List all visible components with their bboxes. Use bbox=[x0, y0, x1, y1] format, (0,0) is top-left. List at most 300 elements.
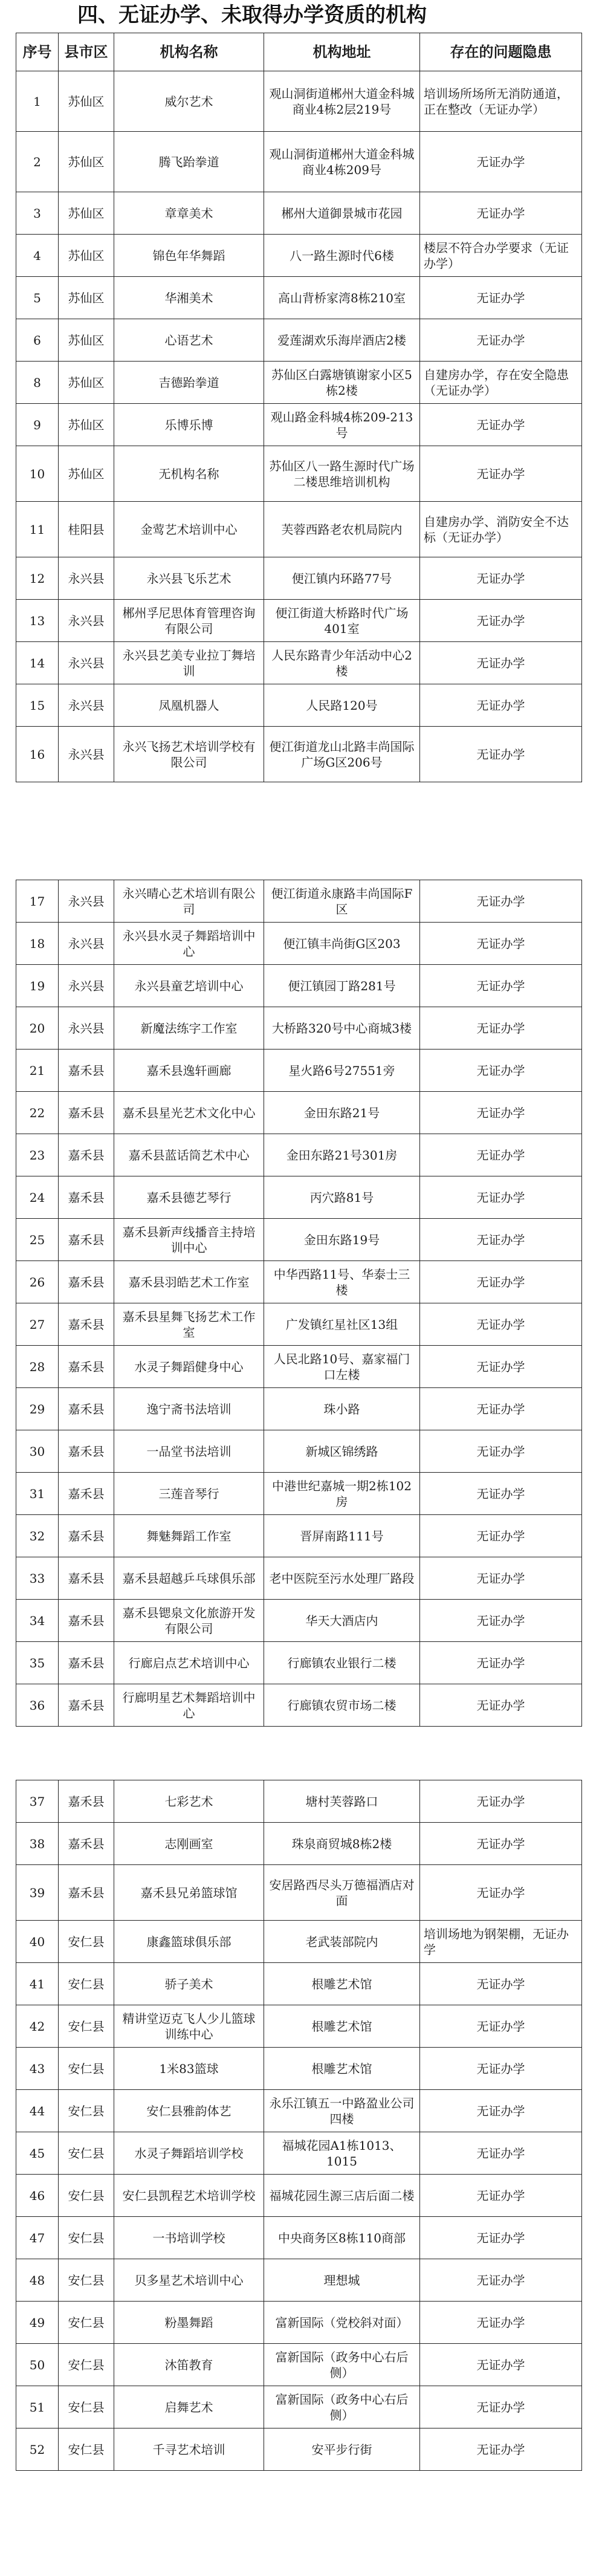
county-cell: 嘉禾县 bbox=[59, 1261, 114, 1303]
name-cell: 嘉禾县兄弟篮球馆 bbox=[114, 1865, 264, 1921]
county-cell: 苏仙区 bbox=[59, 319, 114, 362]
serial-cell: 22 bbox=[16, 1092, 59, 1134]
serial-cell: 37 bbox=[16, 1780, 59, 1823]
name-cell: 新魔法练字工作室 bbox=[114, 1007, 264, 1050]
county-cell: 安仁县 bbox=[59, 2175, 114, 2217]
address-cell: 根雕艺术馆 bbox=[264, 2005, 420, 2048]
address-cell: 富新国际（党校斜对面） bbox=[264, 2302, 420, 2344]
issue-cell: 无证办学 bbox=[420, 684, 582, 727]
serial-cell: 49 bbox=[16, 2302, 59, 2344]
address-cell: 新城区锦绣路 bbox=[264, 1430, 420, 1473]
name-cell: 一书培训学校 bbox=[114, 2217, 264, 2259]
name-cell: 启舞艺术 bbox=[114, 2386, 264, 2428]
address-cell: 金田东路21号 bbox=[264, 1092, 420, 1134]
table-row bbox=[16, 1600, 582, 1642]
address-cell: 星火路6号27551旁 bbox=[264, 1050, 420, 1092]
table-row bbox=[16, 192, 582, 235]
issue-cell: 无证办学 bbox=[420, 2132, 582, 2175]
serial-cell: 50 bbox=[16, 2344, 59, 2386]
table-row bbox=[16, 1007, 582, 1050]
name-cell: 永兴县艺美专业拉丁舞培训 bbox=[114, 642, 264, 684]
county-cell: 永兴县 bbox=[59, 642, 114, 684]
address-cell: 中港世纪嘉城一期2栋102房 bbox=[264, 1473, 420, 1515]
institution-table-part-2 bbox=[16, 880, 582, 1727]
table-row bbox=[16, 880, 582, 923]
table-row bbox=[16, 2175, 582, 2217]
name-cell: 志刚画室 bbox=[114, 1823, 264, 1865]
issue-cell: 无证办学 bbox=[420, 1050, 582, 1092]
name-cell: 永兴飞扬艺术培训学校有限公司 bbox=[114, 727, 264, 782]
serial-cell: 8 bbox=[16, 362, 59, 404]
name-cell: 贝多星艺术培训中心 bbox=[114, 2259, 264, 2302]
county-cell: 嘉禾县 bbox=[59, 1684, 114, 1727]
county-cell: 永兴县 bbox=[59, 557, 114, 600]
issue-cell: 无证办学 bbox=[420, 2048, 582, 2090]
table-row bbox=[16, 1684, 582, 1727]
issue-cell: 无证办学 bbox=[420, 1473, 582, 1515]
address-cell: 安平步行街 bbox=[264, 2428, 420, 2471]
name-cell: 嘉禾县羽皓艺术工作室 bbox=[114, 1261, 264, 1303]
issue-cell: 楼层不符合办学要求（无证办学） bbox=[420, 235, 582, 277]
address-cell: 八一路生源时代6楼 bbox=[264, 235, 420, 277]
serial-cell: 43 bbox=[16, 2048, 59, 2090]
table-row bbox=[16, 1346, 582, 1388]
serial-cell: 3 bbox=[16, 192, 59, 235]
address-cell: 便江街道永康路丰尚国际F区 bbox=[264, 880, 420, 923]
issue-cell: 自建房办学，存在安全隐患（无证办学） bbox=[420, 362, 582, 404]
serial-cell: 4 bbox=[16, 235, 59, 277]
serial-cell: 13 bbox=[16, 600, 59, 642]
table-row bbox=[16, 2386, 582, 2428]
serial-cell: 23 bbox=[16, 1134, 59, 1176]
issue-cell: 无证办学 bbox=[420, 2217, 582, 2259]
issue-cell: 无证办学 bbox=[420, 557, 582, 600]
county-cell: 嘉禾县 bbox=[59, 1823, 114, 1865]
issue-cell: 无证办学 bbox=[420, 1007, 582, 1050]
serial-cell: 24 bbox=[16, 1176, 59, 1219]
table-row bbox=[16, 684, 582, 727]
address-cell: 行廊镇农贸市场二楼 bbox=[264, 1684, 420, 1727]
name-cell: 行廊明星艺术舞蹈培训中心 bbox=[114, 1684, 264, 1727]
county-cell: 永兴县 bbox=[59, 684, 114, 727]
serial-cell: 38 bbox=[16, 1823, 59, 1865]
address-cell: 富新国际（政务中心右后侧） bbox=[264, 2386, 420, 2428]
table-row bbox=[16, 2090, 582, 2132]
county-cell: 安仁县 bbox=[59, 2048, 114, 2090]
address-cell: 行廊镇农业银行二楼 bbox=[264, 1642, 420, 1684]
table-row bbox=[16, 2302, 582, 2344]
name-cell: 永兴县飞乐艺术 bbox=[114, 557, 264, 600]
name-cell: 骄子美术 bbox=[114, 1963, 264, 2005]
name-cell: 精讲堂迈克飞人少儿篮球训练中心 bbox=[114, 2005, 264, 2048]
county-cell: 安仁县 bbox=[59, 2005, 114, 2048]
county-cell: 苏仙区 bbox=[59, 192, 114, 235]
issue-cell: 无证办学 bbox=[420, 2428, 582, 2471]
table-row bbox=[16, 1176, 582, 1219]
serial-cell: 5 bbox=[16, 277, 59, 319]
table-row bbox=[16, 1303, 582, 1346]
address-cell: 中央商务区8栋110商部 bbox=[264, 2217, 420, 2259]
address-cell: 永乐江镇五一中路盈业公司四楼 bbox=[264, 2090, 420, 2132]
issue-cell: 无证办学 bbox=[420, 1963, 582, 2005]
header-address: 机构地址 bbox=[264, 33, 420, 71]
address-cell: 华天大酒店内 bbox=[264, 1600, 420, 1642]
serial-cell: 12 bbox=[16, 557, 59, 600]
name-cell: 锦色年华舞蹈 bbox=[114, 235, 264, 277]
serial-cell: 30 bbox=[16, 1430, 59, 1473]
name-cell: 嘉禾县蓝话筒艺术中心 bbox=[114, 1134, 264, 1176]
table-row bbox=[16, 2217, 582, 2259]
serial-cell: 16 bbox=[16, 727, 59, 782]
issue-cell: 无证办学 bbox=[420, 319, 582, 362]
name-cell: 威尔艺术 bbox=[114, 71, 264, 132]
address-cell: 金田东路21号301房 bbox=[264, 1134, 420, 1176]
serial-cell: 32 bbox=[16, 1515, 59, 1557]
issue-cell: 无证办学 bbox=[420, 277, 582, 319]
county-cell: 安仁县 bbox=[59, 2259, 114, 2302]
name-cell: 行廊启点艺术培训中心 bbox=[114, 1642, 264, 1684]
address-cell: 观山洞街道郴州大道金科城商业4栋2层219号 bbox=[264, 71, 420, 132]
table-row bbox=[16, 2132, 582, 2175]
serial-cell: 42 bbox=[16, 2005, 59, 2048]
name-cell: 嘉禾县星光艺术文化中心 bbox=[114, 1092, 264, 1134]
header-issue: 存在的问题隐患 bbox=[420, 33, 582, 71]
issue-cell: 无证办学 bbox=[420, 2005, 582, 2048]
header-name: 机构名称 bbox=[114, 33, 264, 71]
table-row bbox=[16, 1092, 582, 1134]
issue-cell: 无证办学 bbox=[420, 1684, 582, 1727]
table-row bbox=[16, 727, 582, 782]
table-row bbox=[16, 502, 582, 557]
table-row bbox=[16, 600, 582, 642]
issue-cell: 无证办学 bbox=[420, 1176, 582, 1219]
county-cell: 嘉禾县 bbox=[59, 1092, 114, 1134]
name-cell: 嘉禾县新声线播音主持培训中心 bbox=[114, 1219, 264, 1261]
serial-cell: 39 bbox=[16, 1865, 59, 1921]
county-cell: 永兴县 bbox=[59, 923, 114, 965]
serial-cell: 34 bbox=[16, 1600, 59, 1642]
issue-cell: 无证办学 bbox=[420, 2175, 582, 2217]
address-cell: 广发镇红星社区13组 bbox=[264, 1303, 420, 1346]
county-cell: 嘉禾县 bbox=[59, 1346, 114, 1388]
serial-cell: 17 bbox=[16, 880, 59, 923]
address-cell: 人民北路10号、嘉家福门口左楼 bbox=[264, 1346, 420, 1388]
serial-cell: 29 bbox=[16, 1388, 59, 1430]
issue-cell: 培训场所场所无消防通道，正在整改（无证办学） bbox=[420, 71, 582, 132]
county-cell: 安仁县 bbox=[59, 2090, 114, 2132]
address-cell: 便江镇丰尚街G区203 bbox=[264, 923, 420, 965]
name-cell: 安仁县凯程艺术培训学校 bbox=[114, 2175, 264, 2217]
issue-cell: 无证办学 bbox=[420, 2259, 582, 2302]
address-cell: 根雕艺术馆 bbox=[264, 1963, 420, 2005]
issue-cell: 无证办学 bbox=[420, 923, 582, 965]
county-cell: 安仁县 bbox=[59, 1963, 114, 2005]
name-cell: 粉墨舞蹈 bbox=[114, 2302, 264, 2344]
serial-cell: 27 bbox=[16, 1303, 59, 1346]
table-row bbox=[16, 1557, 582, 1600]
table-row bbox=[16, 446, 582, 502]
table-row bbox=[16, 71, 582, 132]
county-cell: 嘉禾县 bbox=[59, 1515, 114, 1557]
serial-cell: 19 bbox=[16, 965, 59, 1007]
county-cell: 苏仙区 bbox=[59, 235, 114, 277]
county-cell: 嘉禾县 bbox=[59, 1600, 114, 1642]
serial-cell: 41 bbox=[16, 1963, 59, 2005]
county-cell: 嘉禾县 bbox=[59, 1303, 114, 1346]
issue-cell: 无证办学 bbox=[420, 727, 582, 782]
table-row bbox=[16, 1642, 582, 1684]
serial-cell: 33 bbox=[16, 1557, 59, 1600]
county-cell: 嘉禾县 bbox=[59, 1134, 114, 1176]
table-row bbox=[16, 362, 582, 404]
address-cell: 观山洞街道郴州大道金科城商业4栋209号 bbox=[264, 132, 420, 192]
address-cell: 大桥路320号中心商城3楼 bbox=[264, 1007, 420, 1050]
county-cell: 嘉禾县 bbox=[59, 1176, 114, 1219]
issue-cell: 无证办学 bbox=[420, 880, 582, 923]
county-cell: 永兴县 bbox=[59, 965, 114, 1007]
address-cell: 富新国际（政务中心右后侧） bbox=[264, 2344, 420, 2386]
issue-cell: 无证办学 bbox=[420, 1642, 582, 1684]
county-cell: 嘉禾县 bbox=[59, 1473, 114, 1515]
serial-cell: 2 bbox=[16, 132, 59, 192]
table-row bbox=[16, 1515, 582, 1557]
county-cell: 永兴县 bbox=[59, 880, 114, 923]
table-row bbox=[16, 1261, 582, 1303]
address-cell: 爱莲湖欢乐海岸酒店2楼 bbox=[264, 319, 420, 362]
institution-table-part-1 bbox=[16, 33, 582, 782]
issue-cell: 无证办学 bbox=[420, 1346, 582, 1388]
county-cell: 苏仙区 bbox=[59, 362, 114, 404]
table-header-row bbox=[16, 33, 582, 71]
issue-cell: 无证办学 bbox=[420, 1303, 582, 1346]
name-cell: 心语艺术 bbox=[114, 319, 264, 362]
name-cell: 逸宁斋书法培训 bbox=[114, 1388, 264, 1430]
name-cell: 安仁县雅韵体艺 bbox=[114, 2090, 264, 2132]
table-row bbox=[16, 1473, 582, 1515]
county-cell: 嘉禾县 bbox=[59, 1388, 114, 1430]
serial-cell: 40 bbox=[16, 1921, 59, 1963]
address-cell: 便江街道龙山北路丰尚国际广场G区206号 bbox=[264, 727, 420, 782]
issue-cell: 自建房办学、消防安全不达标（无证办学） bbox=[420, 502, 582, 557]
address-cell: 郴州大道御景城市花园 bbox=[264, 192, 420, 235]
name-cell: 水灵子舞蹈健身中心 bbox=[114, 1346, 264, 1388]
name-cell: 水灵子舞蹈培训学校 bbox=[114, 2132, 264, 2175]
name-cell: 永兴晴心艺术培训有限公司 bbox=[114, 880, 264, 923]
issue-cell: 培训场地为钢架棚，无证办学 bbox=[420, 1921, 582, 1963]
table-row bbox=[16, 1963, 582, 2005]
issue-cell: 无证办学 bbox=[420, 1780, 582, 1823]
issue-cell: 无证办学 bbox=[420, 1219, 582, 1261]
header-county: 县市区 bbox=[59, 33, 114, 71]
county-cell: 安仁县 bbox=[59, 1921, 114, 1963]
name-cell: 永兴县水灵子舞蹈培训中心 bbox=[114, 923, 264, 965]
name-cell: 康鑫篮球俱乐部 bbox=[114, 1921, 264, 1963]
serial-cell: 25 bbox=[16, 1219, 59, 1261]
issue-cell: 无证办学 bbox=[420, 1557, 582, 1600]
name-cell: 沐笛教育 bbox=[114, 2344, 264, 2386]
address-cell: 中华西路11号、华泰士三楼 bbox=[264, 1261, 420, 1303]
table-row bbox=[16, 923, 582, 965]
county-cell: 桂阳县 bbox=[59, 502, 114, 557]
issue-cell: 无证办学 bbox=[420, 2344, 582, 2386]
serial-cell: 44 bbox=[16, 2090, 59, 2132]
county-cell: 永兴县 bbox=[59, 1007, 114, 1050]
address-cell: 珠小路 bbox=[264, 1388, 420, 1430]
serial-cell: 28 bbox=[16, 1346, 59, 1388]
serial-cell: 20 bbox=[16, 1007, 59, 1050]
name-cell: 1米83篮球 bbox=[114, 2048, 264, 2090]
institution-table-part-3 bbox=[16, 1780, 582, 2471]
address-cell: 老中医院至污水处理厂路段 bbox=[264, 1557, 420, 1600]
address-cell: 安居路西尽头万德福酒店对面 bbox=[264, 1865, 420, 1921]
name-cell: 嘉禾县星舞飞扬艺术工作室 bbox=[114, 1303, 264, 1346]
serial-cell: 21 bbox=[16, 1050, 59, 1092]
address-cell: 福城花园A1栋1013、1015 bbox=[264, 2132, 420, 2175]
serial-cell: 48 bbox=[16, 2259, 59, 2302]
table-row bbox=[16, 235, 582, 277]
serial-cell: 9 bbox=[16, 404, 59, 446]
county-cell: 安仁县 bbox=[59, 2132, 114, 2175]
name-cell: 凤凰机器人 bbox=[114, 684, 264, 727]
table-row bbox=[16, 2428, 582, 2471]
name-cell: 乐博乐博 bbox=[114, 404, 264, 446]
issue-cell: 无证办学 bbox=[420, 1823, 582, 1865]
name-cell: 无机构名称 bbox=[114, 446, 264, 502]
table-row bbox=[16, 1780, 582, 1823]
table-row bbox=[16, 1430, 582, 1473]
name-cell: 嘉禾县逸轩画廊 bbox=[114, 1050, 264, 1092]
serial-cell: 52 bbox=[16, 2428, 59, 2471]
county-cell: 嘉禾县 bbox=[59, 1430, 114, 1473]
issue-cell: 无证办学 bbox=[420, 1515, 582, 1557]
address-cell: 苏仙区白露塘镇谢家小区5栋2楼 bbox=[264, 362, 420, 404]
name-cell: 千寻艺术培训 bbox=[114, 2428, 264, 2471]
address-cell: 根雕艺术馆 bbox=[264, 2048, 420, 2090]
table-row bbox=[16, 1134, 582, 1176]
address-cell: 金田东路19号 bbox=[264, 1219, 420, 1261]
issue-cell: 无证办学 bbox=[420, 2302, 582, 2344]
county-cell: 永兴县 bbox=[59, 600, 114, 642]
address-cell: 观山路金科城4栋209-213号 bbox=[264, 404, 420, 446]
issue-cell: 无证办学 bbox=[420, 2090, 582, 2132]
serial-cell: 35 bbox=[16, 1642, 59, 1684]
address-cell: 便江街道大桥路时代广场401室 bbox=[264, 600, 420, 642]
table-row bbox=[16, 1823, 582, 1865]
address-cell: 高山背桥家湾8栋210室 bbox=[264, 277, 420, 319]
serial-cell: 45 bbox=[16, 2132, 59, 2175]
county-cell: 苏仙区 bbox=[59, 277, 114, 319]
name-cell: 腾飞跆拳道 bbox=[114, 132, 264, 192]
table-row bbox=[16, 404, 582, 446]
issue-cell: 无证办学 bbox=[420, 446, 582, 502]
issue-cell: 无证办学 bbox=[420, 1388, 582, 1430]
issue-cell: 无证办学 bbox=[420, 642, 582, 684]
issue-cell: 无证办学 bbox=[420, 2386, 582, 2428]
address-cell: 苏仙区八一路生源时代广场二楼思维培训机构 bbox=[264, 446, 420, 502]
name-cell: 华湘美术 bbox=[114, 277, 264, 319]
address-cell: 芙蓉西路老农机局院内 bbox=[264, 502, 420, 557]
page-title: 四、无证办学、未取得办学资质的机构 bbox=[77, 3, 427, 27]
serial-cell: 36 bbox=[16, 1684, 59, 1727]
name-cell: 永兴县童艺培训中心 bbox=[114, 965, 264, 1007]
table-row bbox=[16, 277, 582, 319]
table-row bbox=[16, 132, 582, 192]
address-cell: 晋屏南路111号 bbox=[264, 1515, 420, 1557]
name-cell: 七彩艺术 bbox=[114, 1780, 264, 1823]
table-row bbox=[16, 1865, 582, 1921]
serial-cell: 1 bbox=[16, 71, 59, 132]
county-cell: 嘉禾县 bbox=[59, 1050, 114, 1092]
issue-cell: 无证办学 bbox=[420, 192, 582, 235]
table-row bbox=[16, 1388, 582, 1430]
serial-cell: 15 bbox=[16, 684, 59, 727]
serial-cell: 47 bbox=[16, 2217, 59, 2259]
county-cell: 苏仙区 bbox=[59, 446, 114, 502]
table-row bbox=[16, 965, 582, 1007]
table-row bbox=[16, 642, 582, 684]
name-cell: 郴州孚尼思体育管理咨询有限公司 bbox=[114, 600, 264, 642]
county-cell: 苏仙区 bbox=[59, 132, 114, 192]
name-cell: 吉德跆拳道 bbox=[114, 362, 264, 404]
county-cell: 嘉禾县 bbox=[59, 1780, 114, 1823]
address-cell: 人民路120号 bbox=[264, 684, 420, 727]
serial-cell: 46 bbox=[16, 2175, 59, 2217]
issue-cell: 无证办学 bbox=[420, 1600, 582, 1642]
county-cell: 苏仙区 bbox=[59, 71, 114, 132]
county-cell: 安仁县 bbox=[59, 2302, 114, 2344]
address-cell: 福城花园生源三店后面二楼 bbox=[264, 2175, 420, 2217]
name-cell: 嘉禾县超越乒乓球俱乐部 bbox=[114, 1557, 264, 1600]
issue-cell: 无证办学 bbox=[420, 132, 582, 192]
issue-cell: 无证办学 bbox=[420, 965, 582, 1007]
issue-cell: 无证办学 bbox=[420, 404, 582, 446]
address-cell: 人民东路青少年活动中心2楼 bbox=[264, 642, 420, 684]
table-row bbox=[16, 1050, 582, 1092]
county-cell: 永兴县 bbox=[59, 727, 114, 782]
county-cell: 嘉禾县 bbox=[59, 1865, 114, 1921]
name-cell: 嘉禾县德艺琴行 bbox=[114, 1176, 264, 1219]
county-cell: 安仁县 bbox=[59, 2217, 114, 2259]
header-serial: 序号 bbox=[16, 33, 59, 71]
county-cell: 苏仙区 bbox=[59, 404, 114, 446]
address-cell: 便江镇园丁路281号 bbox=[264, 965, 420, 1007]
table-row bbox=[16, 2259, 582, 2302]
name-cell: 嘉禾县锶泉文化旅游开发有限公司 bbox=[114, 1600, 264, 1642]
address-cell: 塘村芙蓉路口 bbox=[264, 1780, 420, 1823]
serial-cell: 6 bbox=[16, 319, 59, 362]
address-cell: 理想城 bbox=[264, 2259, 420, 2302]
county-cell: 安仁县 bbox=[59, 2428, 114, 2471]
county-cell: 安仁县 bbox=[59, 2386, 114, 2428]
name-cell: 金莺艺术培训中心 bbox=[114, 502, 264, 557]
name-cell: 一品堂书法培训 bbox=[114, 1430, 264, 1473]
table-row bbox=[16, 1219, 582, 1261]
serial-cell: 51 bbox=[16, 2386, 59, 2428]
county-cell: 嘉禾县 bbox=[59, 1642, 114, 1684]
serial-cell: 31 bbox=[16, 1473, 59, 1515]
address-cell: 丙穴路81号 bbox=[264, 1176, 420, 1219]
issue-cell: 无证办学 bbox=[420, 1430, 582, 1473]
table-row bbox=[16, 2344, 582, 2386]
issue-cell: 无证办学 bbox=[420, 1092, 582, 1134]
address-cell: 珠泉商贸城8栋2楼 bbox=[264, 1823, 420, 1865]
serial-cell: 10 bbox=[16, 446, 59, 502]
issue-cell: 无证办学 bbox=[420, 1865, 582, 1921]
issue-cell: 无证办学 bbox=[420, 1261, 582, 1303]
county-cell: 安仁县 bbox=[59, 2344, 114, 2386]
serial-cell: 26 bbox=[16, 1261, 59, 1303]
name-cell: 三莲音琴行 bbox=[114, 1473, 264, 1515]
